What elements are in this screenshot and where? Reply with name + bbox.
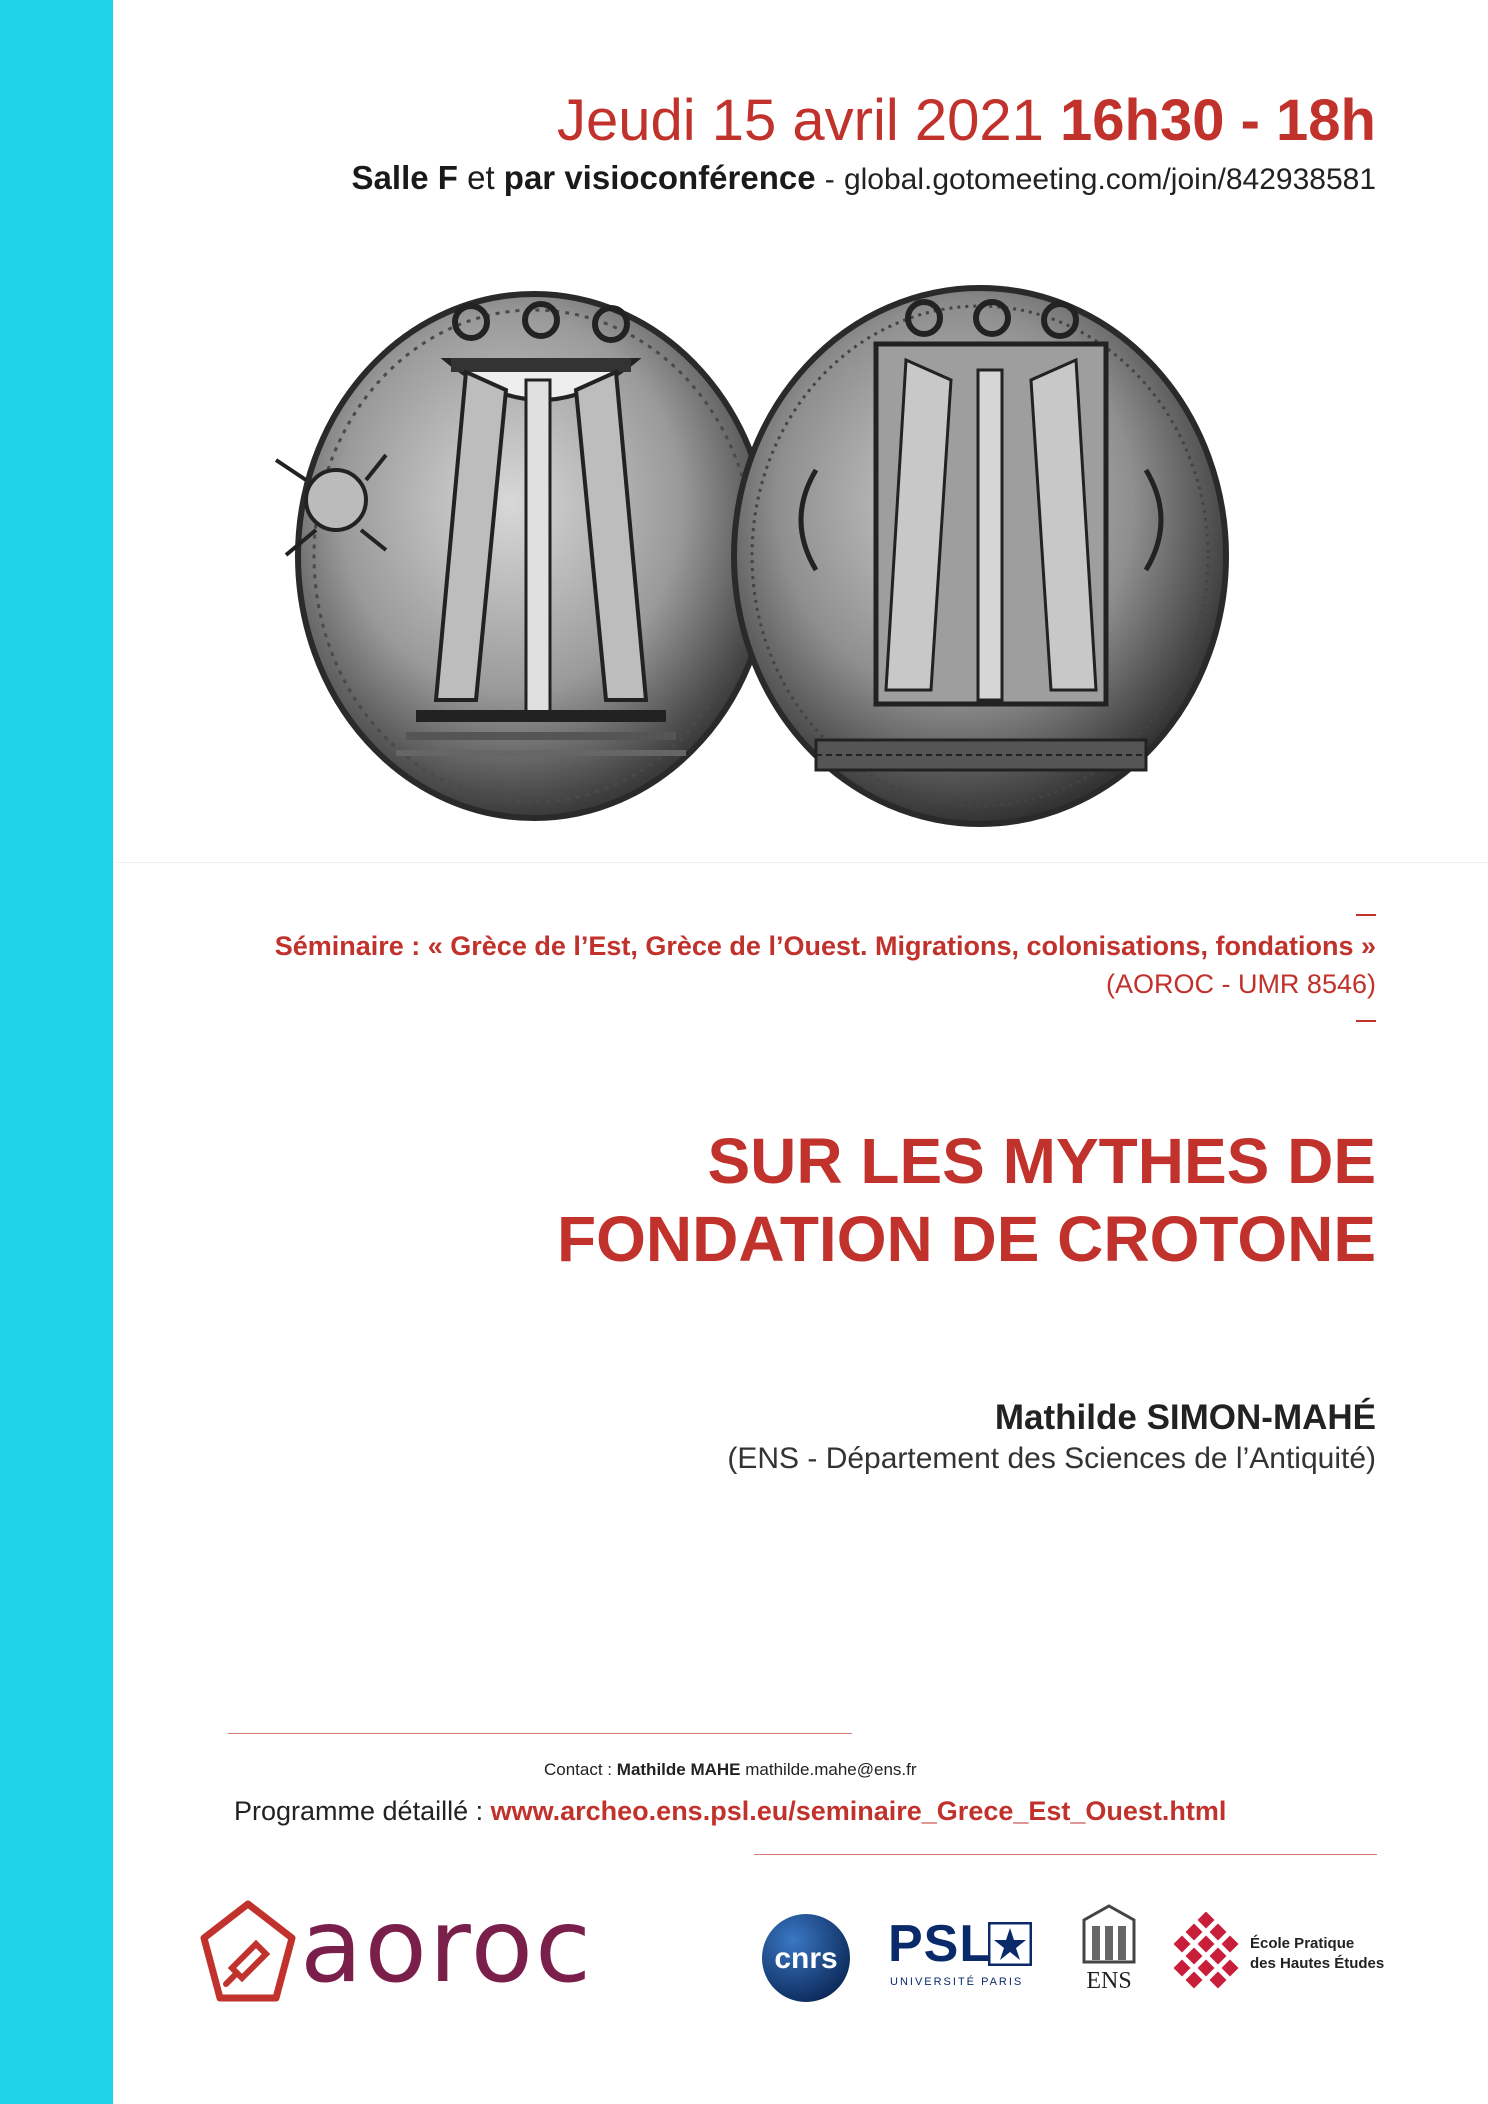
coin-right — [734, 288, 1226, 824]
coins-image — [116, 240, 1488, 862]
contact-line — [544, 1760, 917, 1780]
programme-line — [234, 1796, 1226, 1827]
coin-illustration — [116, 240, 1488, 863]
seminar-unit: (AOROC - UMR 8546) — [1105, 969, 1376, 999]
event-venue — [352, 160, 1376, 196]
programme-label: Programme détaillé : — [234, 1796, 484, 1826]
seminar-title: Séminaire : « Grèce de l’Est, Grèce de l’Ouest. Migrations, colonisations, fondations » — [274, 931, 1376, 961]
event-date — [557, 88, 1376, 153]
rule-right — [754, 1854, 1377, 1855]
ephe-line-2: des Hautes Études — [1250, 1955, 1385, 1972]
cnrs-logo — [760, 1912, 852, 2004]
divider-dash-bottom — [1356, 1020, 1376, 1022]
event-day: Jeudi 15 avril 2021 — [557, 88, 1044, 153]
ephe-logo-text — [1250, 1934, 1384, 1974]
speaker-name: Mathilde SIMON-MAHÉ — [994, 1398, 1376, 1437]
speaker-affiliation: (ENS - Département des Sciences de l’Antiquité) — [727, 1442, 1376, 1475]
coin-left — [276, 294, 770, 818]
ens-logo — [1074, 1902, 1144, 2012]
ens-building-icon — [1080, 1902, 1138, 1964]
room-label: Salle F — [351, 159, 458, 196]
psl-logo-subtitle: UNIVERSITÉ PARIS — [890, 1976, 1024, 1988]
psl-star-icon — [988, 1922, 1032, 1966]
divider-dash-top — [1356, 914, 1376, 916]
event-time: 16h30 - 18h — [1060, 88, 1376, 153]
ephe-logo-icon — [1170, 1912, 1242, 1994]
separator: - — [824, 163, 835, 196]
contact-label: Contact : — [544, 1760, 613, 1779]
psl-logo — [888, 1915, 1036, 2008]
talk-title — [557, 1122, 1376, 1278]
cnrs-logo-text: cnrs — [774, 1942, 838, 1975]
ephe-line-1: École Pratique — [1250, 1935, 1355, 1952]
psl-logo-text: PSL — [888, 1915, 993, 1973]
aoroc-logo-text: aoroc — [300, 1887, 594, 2006]
contact-name: Mathilde MAHE — [616, 1760, 741, 1779]
cyan-sidebar — [0, 0, 113, 2104]
rule-left — [228, 1733, 852, 1734]
contact-email[interactable]: mathilde.mahe@ens.fr — [745, 1760, 917, 1779]
title-line-1: SUR LES MYTHES DE — [707, 1125, 1376, 1197]
visio-label: par visioconférence — [503, 159, 816, 196]
and-word: et — [467, 159, 495, 196]
programme-link[interactable]: www.archeo.ens.psl.eu/seminaire_Grece_Est_Ouest.html — [490, 1796, 1227, 1826]
title-line-2: FONDATION DE CROTONE — [557, 1203, 1376, 1275]
meeting-link[interactable]: global.gotomeeting.com/join/842938581 — [843, 163, 1376, 196]
aoroc-emblem-icon — [196, 1898, 300, 2008]
ens-logo-text: ENS — [1086, 1968, 1132, 1994]
